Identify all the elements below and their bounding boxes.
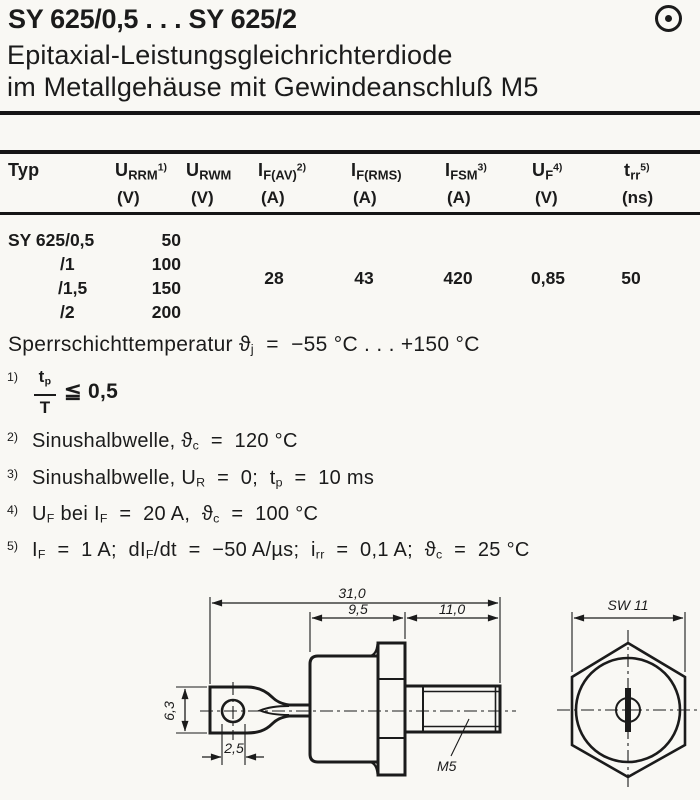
flange (378, 643, 405, 775)
cell-voltage: 100 (151, 254, 181, 274)
duty-cycle-fraction: $\frac{t_p}{T}$ (34, 368, 56, 416)
col-unit-trr: (ns) (622, 188, 654, 207)
threaded-stud (405, 686, 500, 732)
cell-typ: /2 (60, 302, 75, 322)
col-unit-urrm: (V) (117, 188, 140, 207)
footnote-3 (7, 467, 374, 490)
thread-size-label: M5 (437, 758, 457, 774)
col-header-ifrms: $I_{F(RMS)}$ (351, 160, 402, 183)
dim-case-length: 9,5 (348, 601, 368, 617)
table-value-ifsm: 420 (443, 268, 473, 288)
cell-voltage: 200 (151, 302, 181, 322)
footnote-text: Sinushalbwelle, $ϑ_c = 120$ °C (32, 430, 298, 453)
package-outline-drawing (0, 585, 700, 800)
footnote-text: $I_F = 1$ A; $dI_F/dt = -50$ A/µs; $i_{rr} = 0,1$ A; $ϑ_c = 25$ °C (32, 539, 530, 562)
wrench-size-label: SW 11 (607, 597, 649, 613)
footnote-marker: 3) (7, 467, 19, 481)
footnote-2 (7, 430, 298, 453)
table-value-ifrms: 43 (354, 268, 374, 288)
footnote-1 (7, 368, 118, 416)
col-header-uf: $U_F^{4)}$ (532, 160, 563, 183)
footnote-5 (7, 539, 530, 562)
col-unit-ifsm: (A) (447, 188, 471, 207)
side-view-drawing (161, 585, 516, 775)
col-header-urwm: $U_{RWM}$ (186, 160, 232, 183)
case-fillet-top (370, 644, 378, 656)
footnote-marker: 5) (7, 539, 19, 553)
subtitle-line-1: Epitaxial-Leistungsgleichrichterdiode (7, 40, 453, 70)
cell-typ: /1 (60, 254, 75, 274)
end-view-drawing (557, 597, 699, 791)
footnote-text: Sinushalbwelle, $U_R = 0$; $t_p = 10$ ms (32, 467, 375, 490)
page-title: SY 625/0,5 . . . SY 625/2 (8, 4, 297, 34)
case-body (310, 656, 378, 762)
subtitle-line-2: im Metallgehäuse mit Gewindeanschluß M5 (7, 72, 539, 102)
divider-table-top (0, 150, 700, 154)
circle-dot-icon (655, 5, 682, 32)
dim-hole: 2,5 (224, 740, 244, 756)
cell-typ: SY 625/0,5 (8, 230, 95, 250)
footnote-4 (7, 503, 318, 526)
col-header-trr: $t_{rr}^{5)}$ (624, 160, 650, 183)
col-header-urrm: $U_{RRM}^{1)}$ (115, 160, 167, 183)
table-value-trr: 50 (621, 268, 641, 288)
cell-typ: /1,5 (58, 278, 88, 298)
col-header-typ: Typ (8, 160, 40, 180)
table-value-uf: 0,85 (530, 268, 566, 288)
table-value-ifav: 28 (264, 268, 284, 288)
footnote-marker: 4) (7, 503, 19, 517)
divider-top (0, 111, 700, 115)
dim-tab-width: 6,3 (161, 701, 177, 721)
col-unit-ifav: (A) (261, 188, 285, 207)
cell-voltage: 50 (161, 230, 181, 250)
footnote-text: $U_F$ bei $I_F = 20$ A, $ϑ_c = 100$ °C (32, 503, 319, 526)
col-unit-ifrms: (A) (353, 188, 377, 207)
case-fillet-bottom (370, 762, 378, 774)
cell-voltage: 150 (151, 278, 181, 298)
fraction-bar (34, 394, 56, 396)
logo-dot (665, 15, 672, 22)
footnote-text: ≦ 0,5 (64, 380, 119, 404)
dim-thread-length: 11,0 (438, 601, 466, 617)
footnote-marker: 1) (7, 370, 19, 384)
col-unit-urwm: (V) (191, 188, 214, 207)
footnote-marker: 2) (7, 430, 19, 444)
dim-total-length: 31,0 (338, 585, 366, 601)
col-header-ifav: $I_{F(AV)}^{2)}$ (258, 160, 307, 183)
divider-header-bottom (0, 212, 700, 215)
junction-temperature-line: Sperrschichttemperatur $ϑ_j = -55$ °C . . . +150 °C (8, 333, 480, 357)
col-header-ifsm: $I_{FSM}^{3)}$ (445, 160, 487, 183)
col-unit-uf: (V) (535, 188, 558, 207)
